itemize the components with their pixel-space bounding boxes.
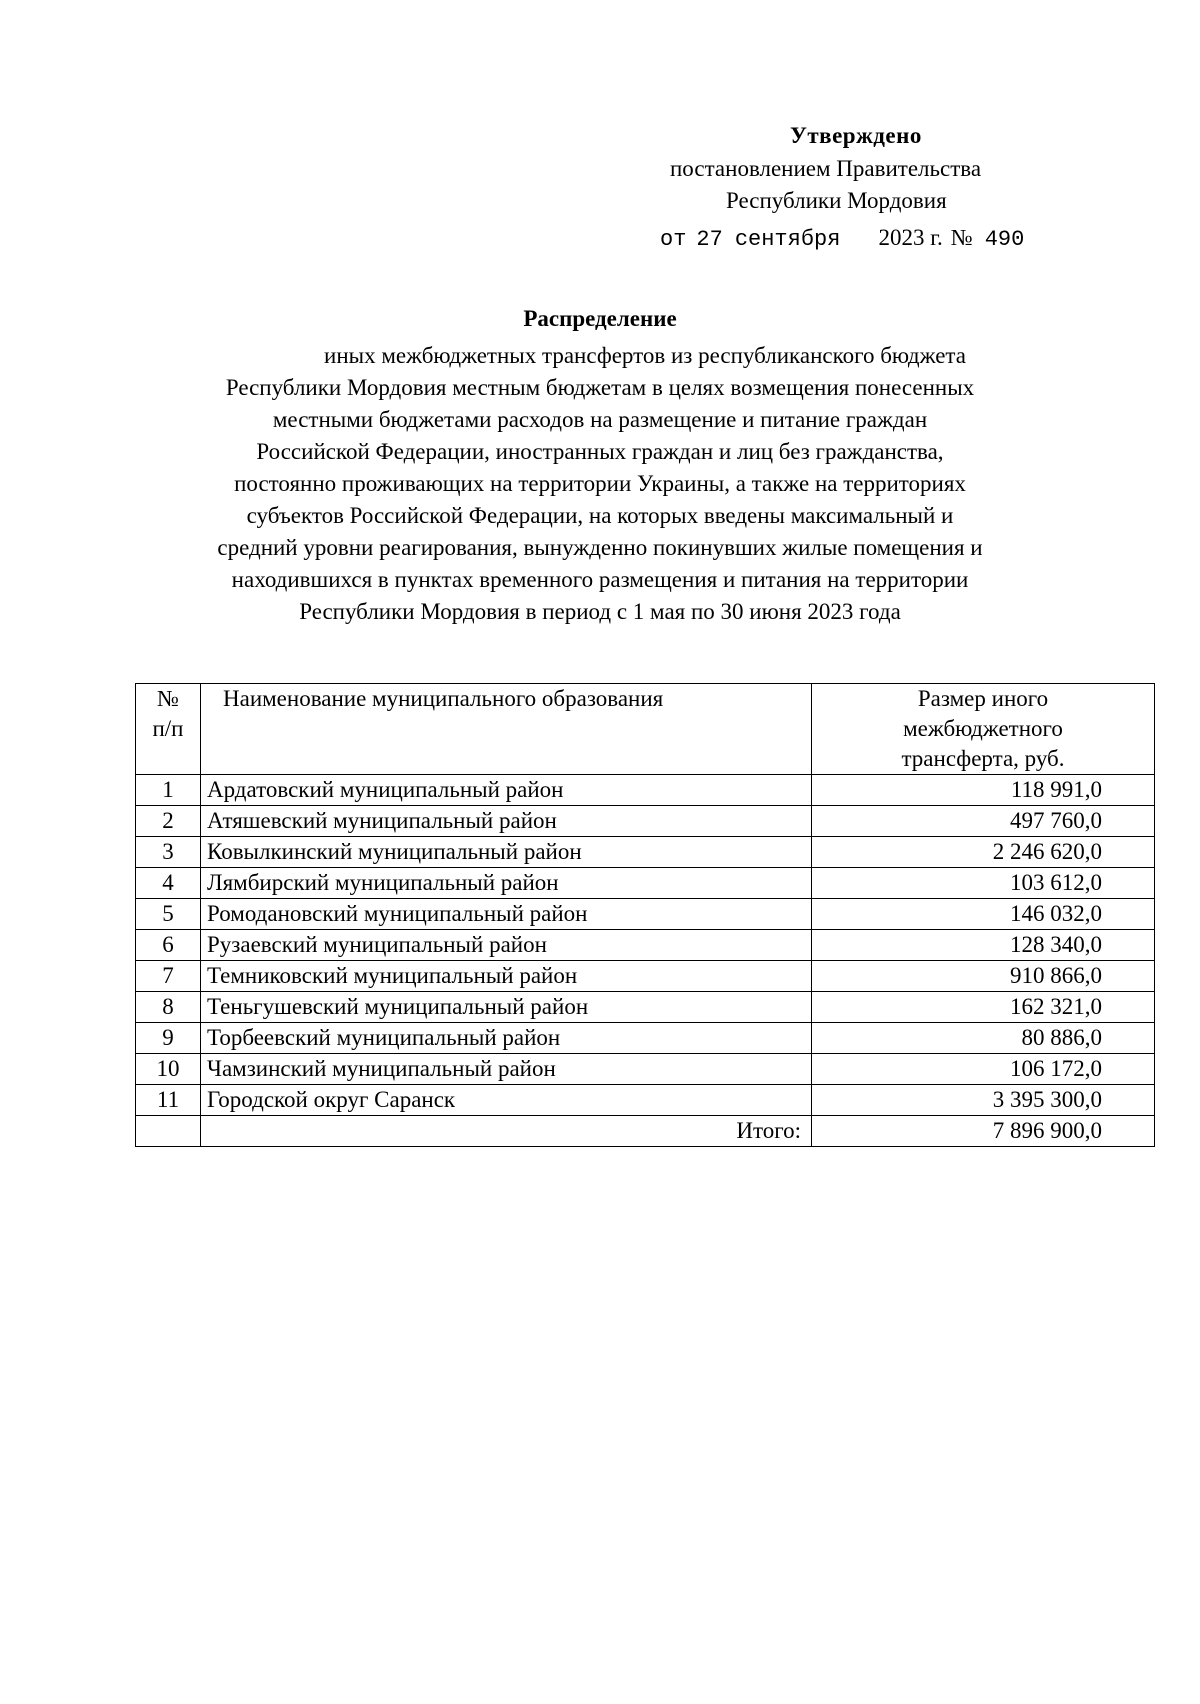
- table-row: [136, 961, 1155, 992]
- row-name: Чамзинский муниципальный район: [201, 1054, 812, 1085]
- header-name: Наименование муниципального образования: [201, 684, 812, 775]
- row-name: Рузаевский муниципальный район: [201, 930, 812, 961]
- row-name: Городской округ Саранск: [201, 1085, 812, 1116]
- distribution-table: [135, 683, 1155, 1147]
- row-amount: 80 886,0: [812, 1023, 1155, 1054]
- approval-heading: Утверждено: [790, 123, 922, 148]
- row-number: 8: [136, 992, 201, 1023]
- row-name: Торбеевский муниципальный район: [201, 1023, 812, 1054]
- description-line: Республики Мордовия в период с 1 мая по 30 июня 2023 года: [299, 599, 901, 624]
- total-label: Итого:: [201, 1116, 812, 1147]
- date-day: 27: [696, 227, 723, 252]
- row-number: 7: [136, 961, 201, 992]
- row-amount: 497 760,0: [812, 806, 1155, 837]
- total-number-empty: [136, 1116, 201, 1147]
- date-month: сентября: [734, 227, 841, 252]
- row-number: 2: [136, 806, 201, 837]
- number-sign: №: [950, 225, 973, 250]
- header-number-line: п/п: [152, 716, 184, 741]
- row-number: 5: [136, 899, 201, 930]
- description-line: иных межбюджетных трансфертов из республиканского бюджета: [324, 343, 966, 368]
- row-number: 10: [136, 1054, 201, 1085]
- table-row: [136, 837, 1155, 868]
- row-number: 1: [136, 775, 201, 806]
- header-amount-line: трансферта, руб.: [901, 746, 1065, 771]
- row-amount: 146 032,0: [812, 899, 1155, 930]
- row-name: Ромодановский муниципальный район: [201, 899, 812, 930]
- row-number: 9: [136, 1023, 201, 1054]
- row-amount: 106 172,0: [812, 1054, 1155, 1085]
- approval-line-1: постановлением Правительства: [670, 156, 982, 181]
- date-year: 2023 г.: [878, 225, 943, 250]
- row-name: Атяшевский муниципальный район: [201, 806, 812, 837]
- table-row: [136, 775, 1155, 806]
- approval-date-line: [660, 222, 1024, 256]
- table-total-row: [136, 1116, 1155, 1147]
- table-row: [136, 899, 1155, 930]
- table-row: [136, 1085, 1155, 1116]
- header-number: [136, 684, 201, 775]
- row-amount: 128 340,0: [812, 930, 1155, 961]
- table-row: [136, 992, 1155, 1023]
- description-line: постоянно проживающих на территории Украины, а также на территориях: [234, 471, 966, 496]
- document-title: Распределение: [523, 306, 677, 331]
- row-name: Теньгушевский муниципальный район: [201, 992, 812, 1023]
- total-amount: 7 896 900,0: [812, 1116, 1155, 1147]
- description-line: субъектов Российской Федерации, на которых введены максимальный и: [246, 503, 954, 528]
- row-number: 6: [136, 930, 201, 961]
- row-amount: 3 395 300,0: [812, 1085, 1155, 1116]
- document-description: [130, 340, 1070, 628]
- header-amount-line: межбюджетного: [903, 716, 1063, 741]
- description-line: средний уровни реагирования, вынужденно покинувших жилые помещения и: [217, 535, 983, 560]
- row-name: Ковылкинский муниципальный район: [201, 837, 812, 868]
- description-line: Республики Мордовия местным бюджетам в целях возмещения понесенных: [225, 375, 975, 400]
- row-name: Темниковский муниципальный район: [201, 961, 812, 992]
- description-line: Российской Федерации, иностранных граждан и лиц без гражданства,: [256, 439, 944, 464]
- header-amount: [812, 684, 1155, 775]
- description-line: находившихся в пунктах временного размещения и питания на территории: [231, 567, 969, 592]
- table-row: [136, 1023, 1155, 1054]
- table-row: [136, 930, 1155, 961]
- header-amount-line: Размер иного: [917, 686, 1049, 711]
- row-number: 3: [136, 837, 201, 868]
- row-name: Лямбирский муниципальный район: [201, 868, 812, 899]
- header-number-line: №: [157, 686, 179, 711]
- decree-number: 490: [984, 227, 1025, 252]
- row-name: Ардатовский муниципальный район: [201, 775, 812, 806]
- table-header-row: [136, 684, 1155, 775]
- description-line: местными бюджетами расходов на размещение и питание граждан: [272, 407, 928, 432]
- approval-line-2: Республики Мордовия: [726, 188, 947, 213]
- row-amount: 103 612,0: [812, 868, 1155, 899]
- row-number: 4: [136, 868, 201, 899]
- row-amount: 2 246 620,0: [812, 837, 1155, 868]
- row-amount: 910 866,0: [812, 961, 1155, 992]
- row-amount: 162 321,0: [812, 992, 1155, 1023]
- row-number: 11: [136, 1085, 201, 1116]
- row-amount: 118 991,0: [812, 775, 1155, 806]
- table-row: [136, 806, 1155, 837]
- table-row: [136, 1054, 1155, 1085]
- date-prefix: от: [660, 227, 687, 252]
- table-row: [136, 868, 1155, 899]
